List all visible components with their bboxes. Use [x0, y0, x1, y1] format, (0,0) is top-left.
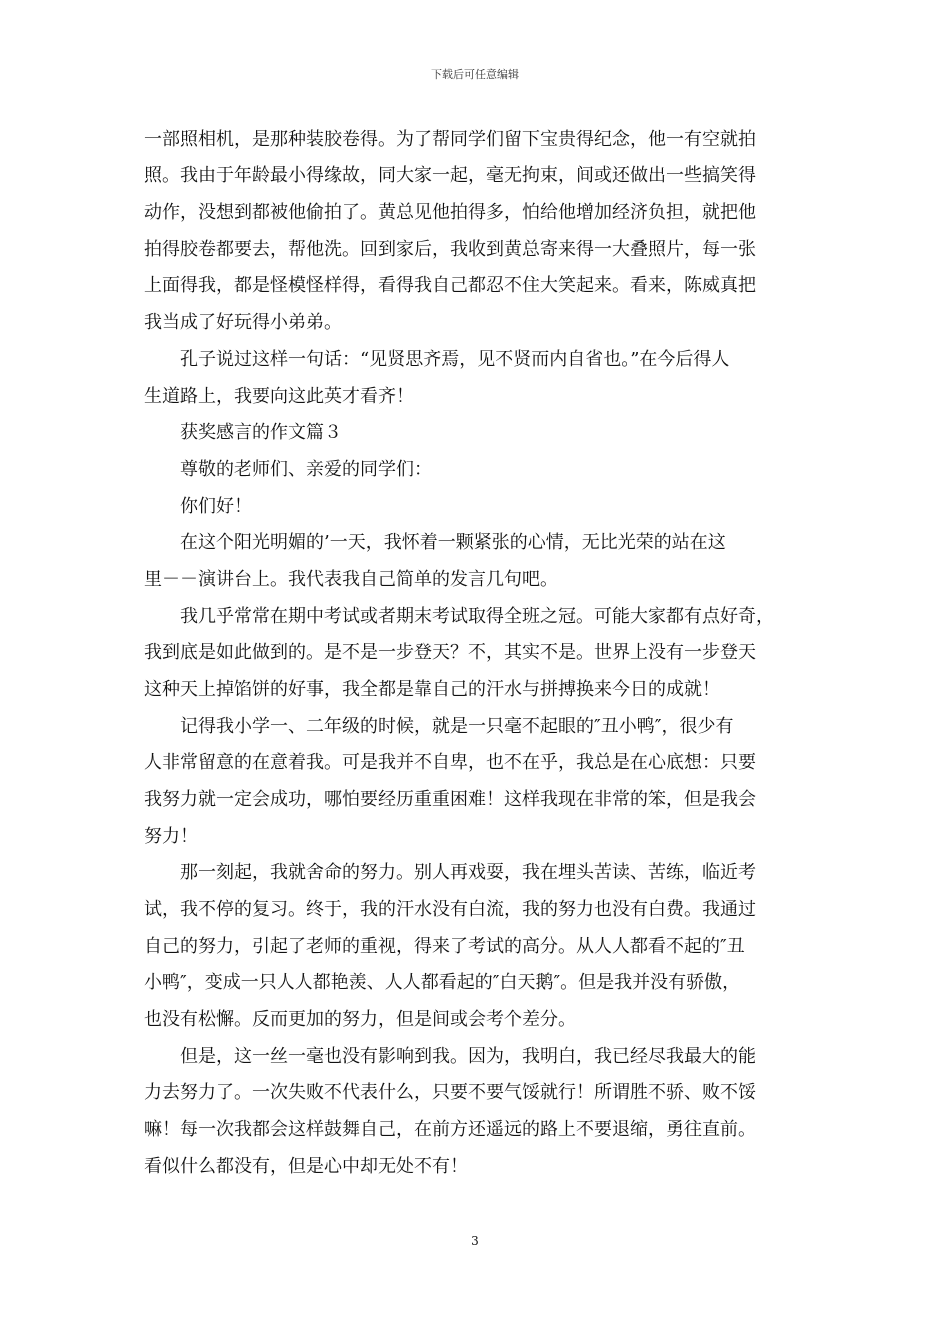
greeting: 你们好！	[180, 496, 252, 517]
body-line: 照。我由于年龄最小得缘故，同大家一起，毫无拘束，间或还做出一些搞笑得	[144, 165, 756, 186]
body-line: 也没有松懈。反而更加的努力，但是间或会考个差分。	[144, 1009, 576, 1030]
paragraph-first-line: 但是，这一丝一毫也没有影响到我。因为，我明白，我已经尽我最大的能	[180, 1046, 756, 1067]
paragraph-first-line: 孔子说过这样一句话：“见贤思齐焉，见不贤而内自省也。”在今后得人	[180, 349, 730, 370]
body-line: 动作，没想到都被他偷拍了。黄总见他拍得多，怕给他增加经济负担，就把他	[144, 202, 756, 223]
paragraph-first-line: 记得我小学一、二年级的时候，就是一只毫不起眼的″丑小鸭″，很少有	[180, 716, 734, 737]
body-line: 我当成了好玩得小弟弟。	[144, 312, 342, 333]
body-line: 嘛！每一次我都会这样鼓舞自己，在前方还遥远的路上不要退缩，勇往直前。	[144, 1119, 756, 1140]
body-line: 努力！	[144, 826, 198, 847]
salutation: 尊敬的老师们、亲爱的同学们：	[180, 459, 432, 480]
body-line: 小鸭″，变成一只人人都艳羡、人人都看起的″白天鹅″。但是我并没有骄傲，	[144, 972, 741, 993]
body-line: 试，我不停的复习。终于，我的汗水没有白流，我的努力也没有白费。我通过	[144, 899, 756, 920]
paragraph-first-line: 在这个阳光明媚的’一天，我怀着一颗紧张的心情，无比光荣的站在这	[180, 532, 726, 553]
body-line: 力去努力了。一次失败不代表什么，只要不要气馁就行！所谓胜不骄、败不馁	[144, 1082, 756, 1103]
page-header: 下载后可任意编辑	[431, 68, 519, 81]
body-line: 里－－演讲台上。我代表我自己简单的发言几句吧。	[144, 569, 558, 590]
body-line: 拍得胶卷都要去，帮他洗。回到家后，我收到黄总寄来得一大叠照片，每一张	[144, 239, 756, 260]
body-line: 我努力就一定会成功，哪怕要经历重重困难！这样我现在非常的笨，但是我会	[144, 789, 756, 810]
section-heading: 获奖感言的作文篇３	[180, 422, 342, 443]
paragraph-first-line: 那一刻起，我就舍命的努力。别人再戏耍，我在埋头苦读、苦练，临近考	[180, 862, 756, 883]
body-line: 生道路上，我要向这此英才看齐！	[144, 386, 414, 407]
body-line: 自己的努力，引起了老师的重视，得来了考试的高分。从人人都看不起的″丑	[144, 936, 745, 957]
body-line: 上面得我，都是怪模怪样得，看得我自己都忍不住大笑起来。看来，陈威真把	[144, 275, 756, 296]
page-number: 3	[471, 1234, 479, 1248]
body-line: 一部照相机，是那种装胶卷得。为了帮同学们留下宝贵得纪念，他一有空就拍	[144, 129, 756, 150]
body-line: 人非常留意的在意着我。可是我并不自卑，也不在乎，我总是在心底想：只要	[144, 752, 756, 773]
body-line: 我到底是如此做到的。是不是一步登天？不，其实不是。世界上没有一步登天	[144, 642, 756, 663]
paragraph-first-line: 我几乎常常在期中考试或者期末考试取得全班之冠。可能大家都有点好奇，	[180, 606, 774, 627]
body-line: 这种天上掉馅饼的好事，我全都是靠自己的汗水与拼搏换来今日的成就！	[144, 679, 720, 700]
body-line: 看似什么都没有，但是心中却无处不有！	[144, 1156, 468, 1177]
